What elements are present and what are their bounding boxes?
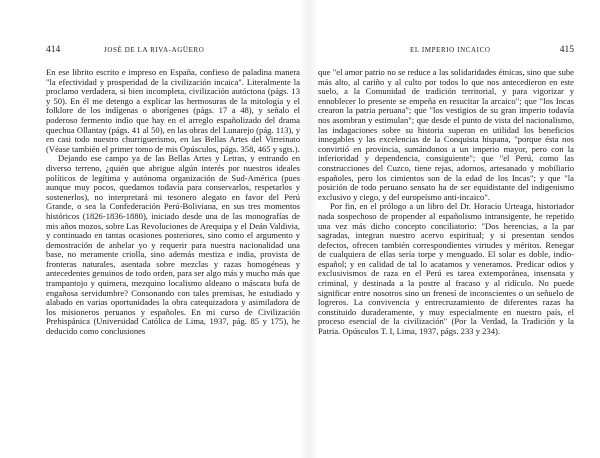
right-body-text: [318, 68, 574, 337]
left-paragraph-2: Dejando ese campo ya de las Bellas Artes y Letras, y entrando en diverso terreno, ¿quién que abrigue algún interés por nuestros ideales políticos de legítima y autónoma organización de Sud-América (pues aunque muy pocos, quedamos todavía para conservarlos, respetarlos y sostenerlos), no interpretará mi tesonero alegato en favor del Perú Grande, o sea la Confederación Perú-Boliviana, en sus tres momentos históricos (1826-1836-1880), iniciado desde una de las monografías de mis años mozos, sobre Las Revoluciones de Arequipa y el Deán Valdivia, y continuado en tantas ocasiones posteriores, sino como el argumento y demostración de anhelar yo y requerir para nuestra nacionalidad una base, no meramente criolla, sino además mestiza e india, provista de fronteras naturales, asentada sobre mezclas y razas homogéneas y antecedentes genuinos de todo orden, para ser algo más y mucho más que trampantojo y quimera, mezquino localismo aldeano o máscara bufa de engañosa servidumbre? Consonando con tales premisas, he estudiado y alabado en varias oportunidades la obra catequizadora y asimiladora de los misioneros peruanos y españoles. En mi curso de Civilización Prehispánica (Universidad Católica de Lima, 1937, pág. 85 y 175), he deducido como conclusiones: [46, 153, 300, 337]
left-running-title: JOSÉ DE LA RIVA-AGÜERO: [104, 46, 205, 54]
right-paragraph-1: que "el amor patrio no se reduce a las solidaridades étnicas, sino que sube más alto, al cariño y al culto por todos lo que nos antecedieron en este suelo, a la Comunidad de tradición territorial, y para vigorizar y ennoblecer lo presente se empeña en resucitar la arcaico"; que "los Incas crearon la patria peruana"; que "los vestigios de su gran imperio todavía nos asombran y estimulan"; que desde el punto de vista del nacionalismo, las indagaciones sobre su historia superan en utilidad los beneficios innegables y las excelencias de la Conquista hispana, "porque ésta nos convirtió en provincia, sumándonos a un imperio mayor, pero con la inferioridad y dependencia, consiguiente"; que "el Perú, como las construcciones del Cuzco, tiene rejas, adornos, artesanado y mobiliario españoles, pero los cimientos son de la edad de los Incas"; y que "la posición de todo peruano sensato ha de ser equidistante del indigenismo exclusivo y ciego, y del europeísmo anti-incaico".: [318, 67, 574, 202]
left-page-number: 414: [46, 45, 61, 55]
right-running-head: [318, 45, 574, 57]
left-page: [46, 0, 300, 458]
right-page: [318, 0, 574, 458]
left-paragraph-1: En ese librito escrito e impreso en España, confieso de paladina manera "la efectividad y prosperidad de la civilización incaica". Literalmente la proclamo verdadera, si bien incompleta, civilización autóctona (págs. 13 y 50). En él me detengo a explicar las hermosuras de la mitología y el folklore de los indígenas o aborígenes (págs. 17 a 48), y señalo el poderoso fermento indio que hay en el arreglo españolizado del drama quechua Ollantay (págs. 41 al 50), en las obras del Lunarejo (pág. 113), y en casi todo nuestro churriguerismo, en las Bellas Artes del Virreinato (Véase también el primer tomo de mis Opúsculos, págs. 358, 465 y sgts.).: [46, 67, 300, 154]
left-body-text: [46, 68, 300, 337]
left-running-head: [46, 45, 300, 57]
book-gutter: [300, 0, 318, 458]
right-page-number: 415: [559, 45, 574, 55]
right-running-title: EL IMPERIO INCAICO: [410, 46, 491, 54]
right-paragraph-2: Por fin, en el prólogo a un libro del Dr. Horacio Urteaga, historiador nada sospechoso de propender al españolismo intransigente, he repetido una vez más dicho concepto conciliatorio: "Dos herencias, a la par sagradas, integran nuestro acervo espiritual; y si presentan sendos defectos, ofrecen también correspondientes virtudes y méritos. Renegar de cualquiera de ellas sería torpe y menguado. El solar es doble, indio-español; y en calidad de tal lo acatamos y veneramos. Predicar odios y exclusivismos de raza en el Perú es tarea extemporánea, insensata y criminal, y destinada a la postre al fracaso y al ridículo. No puede significar entre nosotros sino un frenesí de inconscientes o un señuelo de logreros. La convivencia y entrecruzamiento de diferentes razas ha constituido duraderamente, y muy especialmente en nuestro país, el proceso esencial de la civilización" (Por la Verdad, la Tradición y la Patria. Opúsculos T. I, Lima, 1937, págs. 233 y 234).: [318, 201, 574, 337]
